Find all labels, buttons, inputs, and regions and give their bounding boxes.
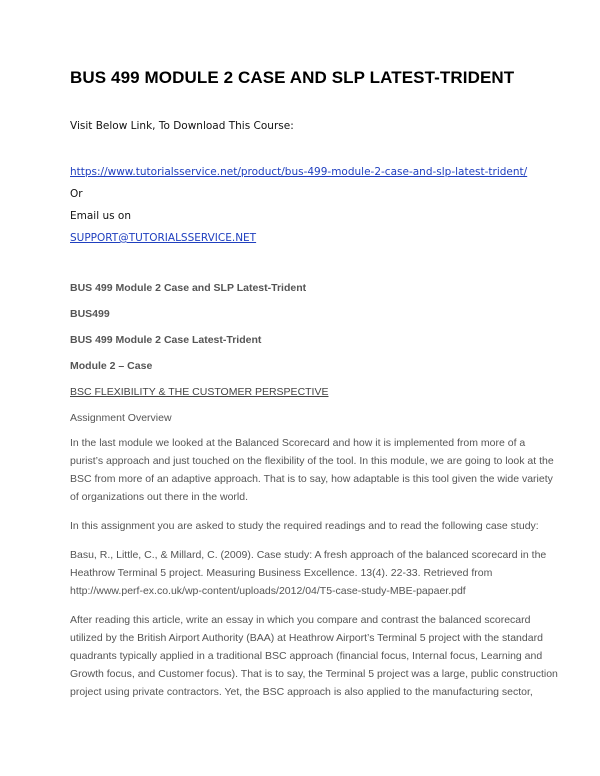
course-link-row bbox=[70, 166, 527, 178]
course-link[interactable]: https://www.tutorialsservice.net/product/bus-499-module-2-case-and-slp-latest-trident/ bbox=[70, 166, 528, 178]
citation-line: Heathrow Terminal 5 project. Measuring Business Excellence. 13(4). 22-33. Retrieved from bbox=[70, 567, 493, 579]
paragraph-essay bbox=[70, 611, 558, 701]
paragraph-line: After reading this article, write an essay in which you compare and contrast the balanced scorecard bbox=[70, 614, 531, 626]
paragraph-line: utilized by the British Airport Authority (BAA) at Heathrow Airport’s Terminal 5 project with the standard bbox=[70, 632, 543, 644]
assignment-overview: Assignment Overview bbox=[70, 412, 172, 424]
paragraph-line: In the last module we looked at the Balanced Scorecard and how it is implemented from more of a bbox=[70, 437, 526, 449]
section-link[interactable]: BSC FLEXIBILITY & THE CUSTOMER PERSPECTIVE bbox=[70, 386, 329, 398]
heading-course-code: BUS499 bbox=[70, 308, 110, 320]
paragraph-instruction: In this assignment you are asked to study the required readings and to read the following case study: bbox=[70, 520, 539, 532]
paragraph-line: BSC from more of an adaptive approach. That is to say, how adaptable is this tool given the wide variety bbox=[70, 473, 553, 485]
paragraph-line: quadrants typically applied in a traditional BSC approach (financial focus, Internal focus, Learning and bbox=[70, 650, 543, 662]
paragraph-line: of organizations out there in the world. bbox=[70, 491, 249, 503]
paragraph-line: Growth focus, and Customer focus). That is to say, the Terminal 5 project was a large, public construction bbox=[70, 668, 558, 680]
email-link[interactable]: SUPPORT@TUTORIALSSERVICE.NET bbox=[70, 232, 257, 244]
visit-text: Visit Below Link, To Download This Course: bbox=[70, 120, 294, 132]
heading-case-slp: BUS 499 Module 2 Case and SLP Latest-Trident bbox=[70, 282, 307, 294]
paragraph-citation bbox=[70, 546, 547, 600]
citation-line: Basu, R., Little, C., & Millard, C. (2009). Case study: A fresh approach of the balanced scorecard in the bbox=[70, 549, 547, 561]
paragraph-line: purist’s approach and just touched on the flexibility of the tool. In this module, we are going to look at the bbox=[70, 455, 554, 467]
or-text: Or bbox=[70, 188, 83, 200]
paragraph-line: project using private contractors. Yet, the BSC approach is also applied to the manufacturing sector, bbox=[70, 686, 533, 698]
email-link-row bbox=[70, 232, 256, 244]
email-label: Email us on bbox=[70, 210, 132, 222]
heading-case: BUS 499 Module 2 Case Latest-Trident bbox=[70, 334, 262, 346]
paragraph-intro bbox=[70, 434, 554, 506]
heading-module: Module 2 – Case bbox=[70, 360, 153, 372]
citation-line: http://www.perf-ex.co.uk/wp-content/uploads/2012/04/T5-case-study-MBE-papaer.pdf bbox=[70, 585, 466, 597]
document-title: BUS 499 MODULE 2 CASE AND SLP LATEST-TRIDENT bbox=[70, 68, 515, 87]
section-link-row bbox=[70, 386, 329, 398]
